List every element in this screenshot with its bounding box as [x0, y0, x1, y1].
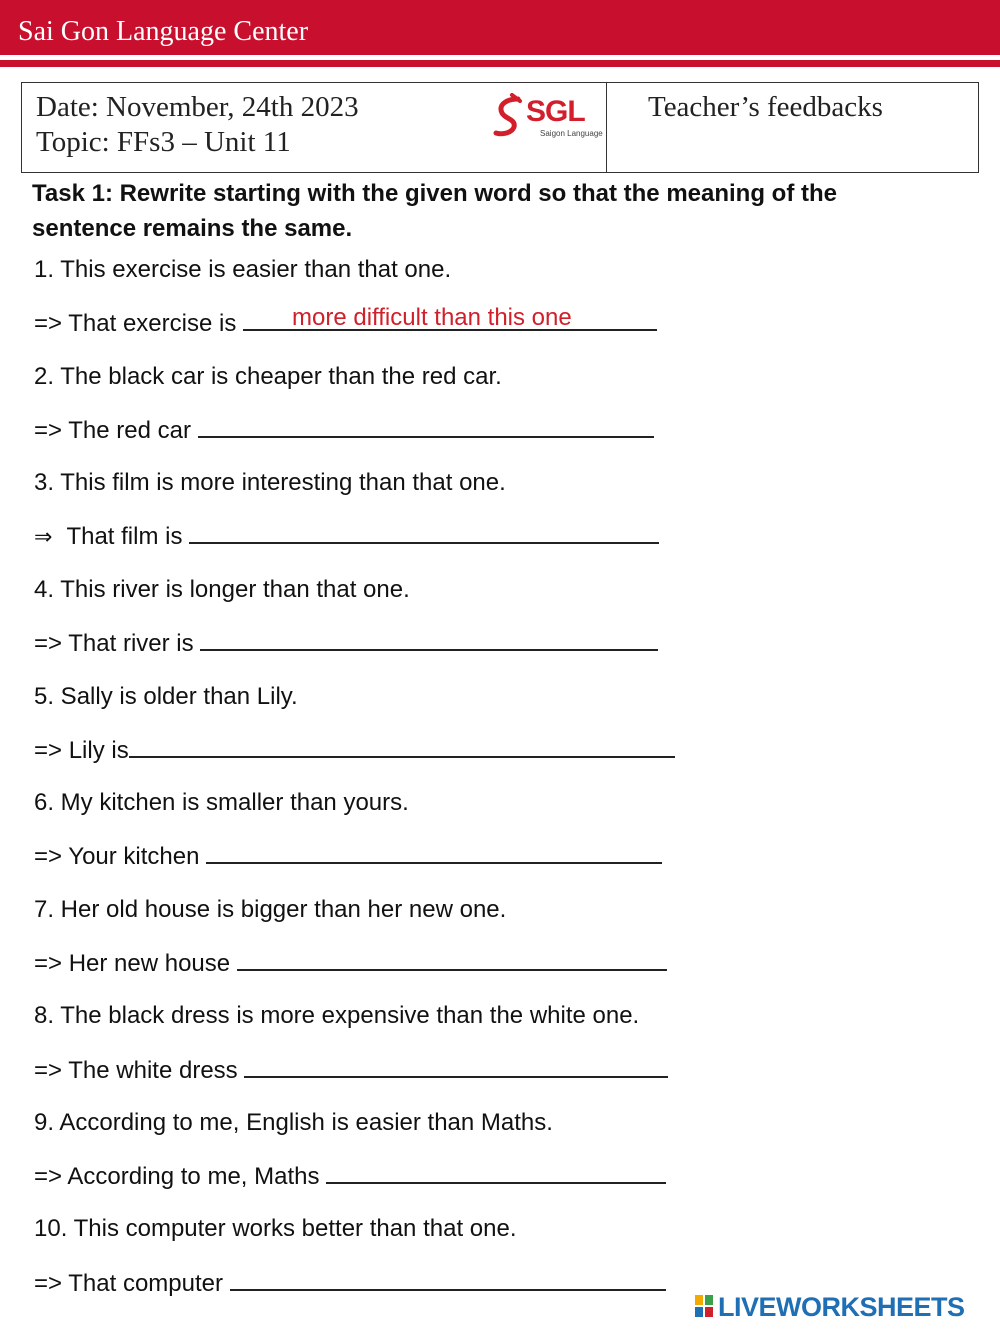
task-title: Task 1: Rewrite starting with the given word so that the meaning of the sentence remains the same.	[32, 180, 837, 242]
question-10: 10. This computer works better than that one.	[34, 1215, 517, 1242]
prompt-2: => The red car	[34, 417, 198, 444]
answer-line-6	[34, 842, 662, 871]
prompt-7: => Her new house	[34, 950, 237, 977]
question-2: 2. The black car is cheaper than the red car.	[34, 363, 502, 390]
watermark-text: LIVEWORKSHEETS	[718, 1292, 965, 1322]
prompt-8: => The white dress	[34, 1057, 245, 1084]
question-8: 8. The black dress is more expensive than the white one.	[34, 1002, 640, 1029]
answer-line-2	[34, 416, 654, 445]
answer-line-5	[34, 736, 675, 765]
brand-divider	[0, 60, 1000, 67]
question-9: 9. According to me, English is easier than Maths.	[34, 1109, 553, 1136]
answer-blank-4[interactable]	[200, 629, 658, 651]
liveworksheets-logo-icon	[694, 1294, 714, 1318]
prompt-3: That film is	[66, 523, 190, 550]
answer-blank-2[interactable]	[198, 416, 654, 438]
prompt-6: => Your kitchen	[34, 843, 207, 870]
answer-blank-8[interactable]	[244, 1056, 668, 1078]
prompt-9: => According to me, Maths	[34, 1163, 327, 1190]
prompt-10: => That computer	[34, 1270, 230, 1297]
question-1: 1. This exercise is easier than that one.	[34, 256, 452, 283]
answer-blank-9[interactable]	[326, 1162, 666, 1184]
lesson-date: Date: November, 24th 2023	[36, 91, 359, 123]
answer-blank-5[interactable]	[129, 736, 675, 758]
answer-line-3	[34, 522, 659, 551]
answer-line-9	[34, 1162, 666, 1191]
answer-blank-10[interactable]	[230, 1269, 666, 1291]
prompt-4: => That river is	[34, 630, 201, 657]
answer-blank-3[interactable]	[189, 522, 659, 544]
teacher-feedback-label: Teacher’s feedbacks	[648, 91, 883, 123]
answer-line-8	[34, 1056, 668, 1085]
answer-line-7	[34, 949, 667, 978]
prompt-5: => Lily is	[34, 737, 129, 764]
brand-title: Sai Gon Language Center	[18, 16, 309, 47]
answer-line-4	[34, 629, 658, 658]
brand-bar	[0, 0, 1000, 55]
sgl-logo	[492, 93, 607, 143]
sgl-logo-mark-icon	[492, 93, 526, 141]
question-3: 3. This film is more interesting than that one.	[34, 469, 506, 496]
prompt-1: => That exercise is	[34, 310, 243, 337]
header-info	[22, 83, 607, 172]
question-4: 4. This river is longer than that one.	[34, 576, 410, 603]
answer-text-1[interactable]: more difficult than this one	[292, 304, 572, 331]
arrow-icon: ⇒	[34, 525, 53, 550]
lesson-topic: Topic: FFs3 – Unit 11	[36, 126, 291, 158]
answer-blank-7[interactable]	[237, 949, 667, 971]
question-7: 7. Her old house is bigger than her new one.	[34, 896, 507, 923]
question-5: 5. Sally is older than Lily.	[34, 683, 298, 710]
answer-blank-6[interactable]	[206, 842, 662, 864]
logo-subtitle: Saigon Language	[540, 129, 603, 138]
question-6: 6. My kitchen is smaller than yours.	[34, 789, 409, 816]
header-box	[21, 82, 979, 173]
logo-text: SGL	[526, 95, 585, 128]
answer-line-10	[34, 1269, 666, 1298]
